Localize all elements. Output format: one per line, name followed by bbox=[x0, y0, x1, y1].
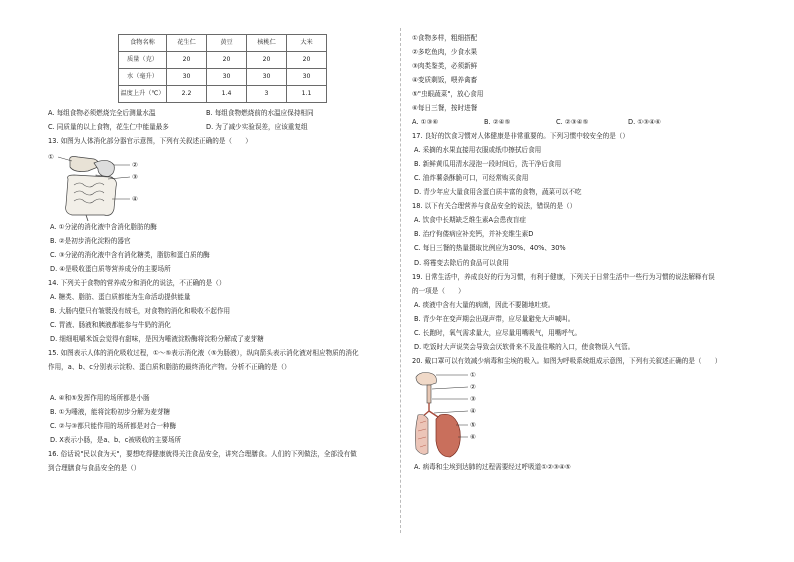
table-cell: 20 bbox=[287, 52, 327, 69]
q16-item-6: ⑥每日三餐，按时进餐 bbox=[412, 104, 478, 113]
q18-option-c: C. 每日三餐的热量摄取比例应为30%、40%、30% bbox=[414, 244, 566, 253]
q17-option-c: C. 油炸薯条酥脆可口，可经常购买食用 bbox=[414, 174, 529, 183]
q16-choice-a: A. ①③⑥ bbox=[412, 118, 439, 127]
q15-option-b: B. ①为唾液，能将淀粉初步分解为麦芽糖 bbox=[50, 407, 171, 416]
q16-item-1: ①食物多样，粗细搭配 bbox=[412, 34, 478, 42]
q19-option-b: B. 青少年在变声期会出现声带，应尽量避免大声喊叫。 bbox=[414, 314, 575, 323]
q16-item-3: ③肉类鉴类，必须新鲜 bbox=[412, 62, 478, 71]
q16-stem-line-1: 16. 俗话说"民以食为天"，要想吃得健康就得关注食品安全，讲究合理膳食。人们的下列做法，全部没有做 bbox=[48, 449, 357, 458]
table-cell: 20 bbox=[167, 52, 207, 69]
q18-option-d: D. 将霉变去除后的食品可以食用 bbox=[414, 258, 509, 267]
table-cell: 黄豆 bbox=[207, 35, 247, 52]
q18-option-b: B. 治疗佝偻病应补充钙，并补充维生素D bbox=[414, 230, 534, 239]
q15-option-d: D. X表示小肠，是a、b、c被吸收的主要场所 bbox=[50, 435, 182, 444]
table-cell: 20 bbox=[207, 52, 247, 69]
table-cell: 30 bbox=[167, 69, 207, 86]
q16-choice-d: D. ①③④⑥ bbox=[628, 118, 661, 127]
table-cell: 30 bbox=[207, 69, 247, 86]
figure-label-6: ⑥ bbox=[470, 432, 476, 441]
q14-option-a: A. 糖类、脂肪、蛋白质都能为生命活动提供能量 bbox=[50, 293, 191, 302]
food-energy-table bbox=[118, 34, 327, 103]
q13-option-b: B. ②是初步消化淀粉的器官 bbox=[50, 237, 131, 246]
q19-stem-line-1: 19. 日常生活中，养成良好的行为习惯，有利于健康，下列关于日常生活中一些行为习惯的说法解释有误 bbox=[412, 272, 715, 281]
figure-label-4: ④ bbox=[470, 406, 476, 415]
table-cell: 核桃仁 bbox=[247, 35, 287, 52]
table-cell: 30 bbox=[287, 69, 327, 86]
q16-choice-c: C. ②③④⑤ bbox=[556, 118, 589, 127]
figure-label-2: ② bbox=[470, 382, 476, 391]
q17-option-d: D. 青少年应大量食用含蛋白质丰富的食物，蔬菜可以不吃 bbox=[414, 188, 582, 197]
q19-option-c: C. 长跑时，氧气需求量大，应尽量用嘴吸气，用嘴呼气。 bbox=[414, 328, 582, 337]
q13-option-c: C. ③分泌的消化液中含有消化糖类，脂肪和蛋白质的酶 bbox=[50, 251, 210, 260]
figure-label-2: ② bbox=[132, 161, 138, 170]
table-row bbox=[119, 86, 327, 103]
table-cell: 1.1 bbox=[287, 86, 327, 103]
table-row bbox=[119, 52, 327, 69]
q16-choice-b: B. ②④⑤ bbox=[484, 118, 511, 127]
q16-item-4: ④变质剩饭，喂养禽畜 bbox=[412, 76, 478, 85]
q20-option-a: A. 病毒和尘埃到达肺的过程需要经过呼吸道①②③④⑤ bbox=[414, 462, 571, 471]
q14-option-d: D. 细细咀嚼米饭会觉得有甜味，是因为唾液淀粉酶将淀粉分解成了麦芽糖 bbox=[50, 335, 264, 344]
q14-option-c: C. 胃液、肠液和胰液都能参与牛奶的消化 bbox=[50, 321, 171, 330]
figure-label-3: ③ bbox=[470, 394, 476, 403]
table-cell: 质量（克） bbox=[119, 52, 167, 69]
q15-stem-line-2: 作用，a、b、c分别表示淀粉、蛋白质和脂肪的最终消化产物。分析不正确的是（） bbox=[48, 363, 291, 372]
q12-option-a: A. 每组食物必须燃烧完全后测量水温 bbox=[48, 109, 156, 117]
table-cell: 花生仁 bbox=[167, 35, 207, 52]
q12-options-row-2 bbox=[48, 123, 388, 131]
q16-stem-line-2: 到合理膳食与食品安全的是（） bbox=[48, 463, 141, 472]
q16-item-5: ⑤"虫眼蔬菜"，放心食用 bbox=[412, 90, 484, 99]
q18-stem: 18. 以下有关合理营养与食品安全的说法，错误的是（） bbox=[412, 202, 577, 211]
digestive-organs-illustration bbox=[48, 151, 168, 223]
left-column bbox=[48, 34, 388, 478]
table-cell: 温度上升（℃） bbox=[119, 86, 167, 103]
q13-stem: 13. 如图为人体消化部分器官示意图，下列有关叙述正确的是（ ） bbox=[48, 137, 252, 146]
table-cell: 大米 bbox=[287, 35, 327, 52]
q13-option-d: D. ④是吸收蛋白质等营养成分的主要场所 bbox=[50, 265, 171, 274]
figure-label-4: ④ bbox=[132, 195, 138, 204]
table-cell: 30 bbox=[247, 69, 287, 86]
q12-option-d: D. 为了减少实验误差，应该重复组 bbox=[206, 123, 308, 132]
q17-option-a: A. 采摘的水果直接用衣服或纸巾擦拭后食用 bbox=[414, 146, 542, 155]
table-row bbox=[119, 35, 327, 52]
table-cell: 20 bbox=[247, 52, 287, 69]
respiratory-system-illustration bbox=[412, 371, 522, 463]
digestive-system-figure bbox=[48, 151, 388, 223]
table-cell: 1.4 bbox=[207, 86, 247, 103]
q16-item-2: ②多吃鱼肉，少食水果 bbox=[412, 48, 478, 57]
q15-option-c: C. ②与③都只能作用的场所都是对合一种酶 bbox=[50, 421, 177, 430]
q19-option-a: A. 痰液中含有大量的病菌，因此不要随地吐痰。 bbox=[414, 300, 555, 309]
figure-label-5: ⑤ bbox=[470, 420, 476, 429]
right-column bbox=[412, 34, 754, 477]
figure-label-1: ① bbox=[470, 370, 476, 379]
q17-option-b: B. 新鲜黄瓜用清水浸泡一段时间后，洗干净后食用 bbox=[414, 160, 562, 169]
q14-option-b: B. 大肠内壁只有皱襞没有绒毛，对食物的消化和吸收不起作用 bbox=[50, 307, 231, 316]
q16-choices bbox=[412, 118, 754, 126]
q12-option-c: C. 同质量的以上食物，花生仁中能量最多 bbox=[48, 123, 169, 132]
column-divider bbox=[400, 28, 401, 533]
q18-option-a: A. 饮食中长期缺乏维生素A会患夜盲症 bbox=[414, 216, 527, 225]
q13-option-a: A. ①分泌的消化液中含消化脂肪的酶 bbox=[50, 223, 157, 232]
q12-options-row-1 bbox=[48, 109, 388, 117]
q14-stem: 14. 下列关于食物的营养成分和消化的说法，不正确的是（） bbox=[48, 279, 226, 288]
q12-option-b: B. 每组食物燃烧前的水温应保持相同 bbox=[206, 109, 314, 117]
figure-label-3: ③ bbox=[132, 173, 138, 182]
respiratory-system-figure bbox=[412, 371, 754, 463]
q20-stem: 20. 戴口罩可以有效减少病毒和尘埃的吸入。如图为呼吸系统组成示意图，下列有关叙述正确的是（ ） bbox=[412, 356, 722, 365]
q19-stem-line-2: 的一项是（ ） bbox=[412, 286, 465, 295]
q15-stem-line-1: 15. 如图表示人体的消化吸收过程，①～⑤表示消化液（⑤为肠液），纵向箭头表示消化液对相应物质的消化 bbox=[48, 349, 359, 358]
table-cell: 3 bbox=[247, 86, 287, 103]
q17-stem: 17. 良好的饮食习惯对人体健康是非常重要的。下列习惯中较安全的是（） bbox=[412, 132, 629, 141]
table-row bbox=[119, 69, 327, 86]
q19-option-d: D. 吃饭时大声说笑会导致会厌软骨来不及盖住喉的入口，使食物误入气管。 bbox=[414, 342, 635, 351]
table-cell: 食物名称 bbox=[119, 35, 167, 52]
q15-option-a: A. ④和⑤发挥作用的场所都是小肠 bbox=[50, 393, 150, 402]
figure-label-1: ① bbox=[48, 153, 54, 162]
table-cell: 2.2 bbox=[167, 86, 207, 103]
table-cell: 水（毫升） bbox=[119, 69, 167, 86]
